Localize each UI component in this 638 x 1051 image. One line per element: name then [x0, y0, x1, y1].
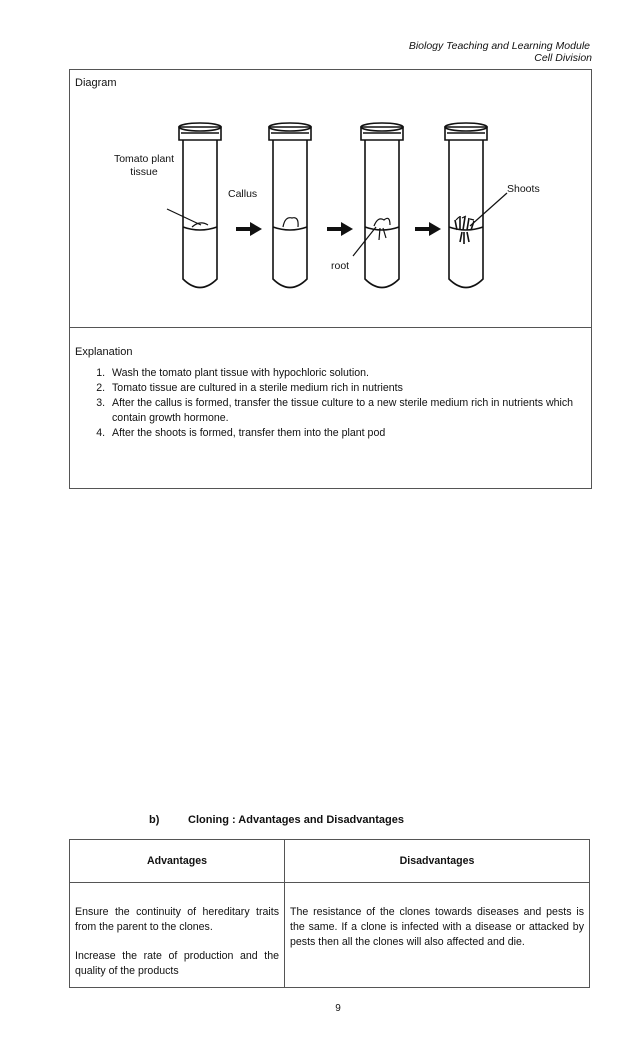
section-title: Cloning : Advantages and Disadvantages	[188, 814, 404, 826]
label-shoots: Shoots	[507, 183, 540, 195]
process-arrows	[236, 222, 441, 236]
label-callus: Callus	[228, 188, 258, 200]
chapter-title: Cell Division	[534, 52, 592, 64]
step-1: 1. Wash the tomato plant tissue with hypochloric solution.	[108, 366, 578, 381]
diagram-heading: Diagram	[75, 77, 117, 89]
step-4: 4. After the shoots is formed, transfer them into the plant pod	[108, 426, 578, 441]
test-tube-2	[269, 123, 311, 288]
table-header-row	[70, 840, 590, 883]
advantage-1: Ensure the continuity of hereditary traits from the parent to the clones.	[75, 906, 279, 933]
label-root: root	[331, 260, 350, 272]
test-tube-1	[179, 123, 221, 288]
advantage-2: Increase the rate of production and the quality of the products	[75, 950, 279, 977]
advantages-header: Advantages	[70, 840, 285, 883]
test-tube-3	[361, 123, 403, 288]
test-tube-4	[445, 123, 487, 288]
diagram-box	[69, 69, 592, 328]
advantages-cell	[70, 883, 285, 988]
step-2: 2. Tomato tissue are cultured in a sterile medium rich in nutrients	[108, 381, 578, 396]
disadvantages-header: Disadvantages	[285, 840, 590, 883]
explanation-steps	[70, 366, 578, 441]
advantages-disadvantages-table	[69, 839, 590, 988]
module-title: Biology Teaching and Learning Module	[408, 40, 590, 52]
label-tomato-tissue: Tomato plant	[113, 153, 175, 165]
step-3: 3. After the callus is formed, transfer the tissue culture to a new sterile medium rich in nutrients which contain growth hormone.	[108, 396, 578, 426]
tissue-culture-diagram	[70, 70, 591, 328]
disadvantages-cell	[285, 883, 590, 988]
section-number: b)	[149, 814, 160, 826]
explanation-heading: Explanation	[75, 346, 133, 358]
section-heading	[149, 814, 404, 826]
disadvantage-1: The resistance of the clones towards diseases and pests is the same. If a clone is infected with a disease or attacked by pests then all the clones will also affected and die.	[290, 906, 584, 948]
explanation-box	[69, 327, 592, 489]
page-number: 9	[335, 1003, 341, 1014]
label-tomato-tissue-2: tissue	[130, 166, 158, 178]
table-row	[70, 883, 590, 988]
